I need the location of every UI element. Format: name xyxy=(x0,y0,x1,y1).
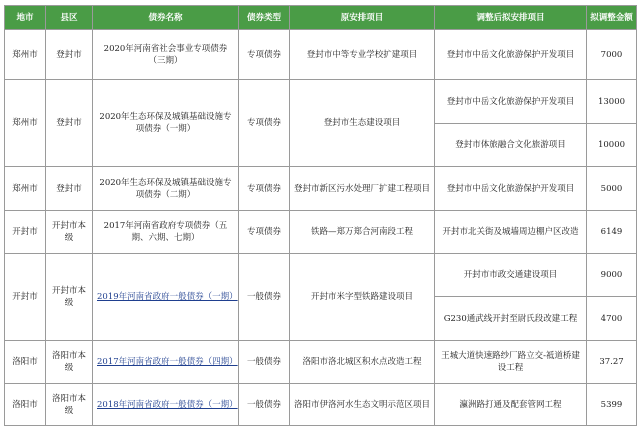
cell-bond-name: 2017年河南省政府专项债券（五期、六期、七期） xyxy=(93,211,239,254)
cell-original-project: 登封市生态建设项目 xyxy=(290,80,435,167)
cell-county: 洛阳市本级 xyxy=(46,341,93,384)
cell-original-project: 开封市米字型铁路建设项目 xyxy=(290,254,435,341)
table-row xyxy=(5,254,637,297)
cell-adjusted-project: 开封市北关街及城墙周边棚户区改造 xyxy=(435,211,587,254)
cell-bond-name: 2020年河南省社会事业专项债券（三期） xyxy=(93,30,239,80)
cell-adjusted-project: 开封市市政交通建设项目 xyxy=(435,254,587,297)
table-header-row xyxy=(5,6,637,30)
cell-original-project: 洛阳市伊洛河水生态文明示范区项目 xyxy=(290,384,435,426)
bond-adjustment-table-container xyxy=(4,5,636,426)
cell-bond-name xyxy=(93,254,239,341)
cell-bond-type: 一般债券 xyxy=(239,341,290,384)
cell-original-project: 洛阳市洛北城区积水点改造工程 xyxy=(290,341,435,384)
bond-name-link[interactable]: 2019年河南省政府一般债券（一期） xyxy=(97,292,238,302)
table-row xyxy=(5,30,637,80)
header-bond-type: 债券类型 xyxy=(239,6,290,30)
cell-county: 登封市 xyxy=(46,30,93,80)
cell-adjusted-project: 登封市体旅融合文化旅游项目 xyxy=(435,124,587,167)
cell-adjusted-project: 登封市中岳文化旅游保护开发项目 xyxy=(435,167,587,211)
cell-amount: 13000 xyxy=(587,80,637,124)
table-row xyxy=(5,384,637,426)
header-adjusted-project: 调整后拟安排项目 xyxy=(435,6,587,30)
cell-original-project: 铁路—郑万郑合河南段工程 xyxy=(290,211,435,254)
cell-city: 郑州市 xyxy=(5,30,46,80)
cell-bond-name xyxy=(93,341,239,384)
cell-amount: 5399 xyxy=(587,384,637,426)
cell-county: 开封市本级 xyxy=(46,254,93,341)
bond-adjustment-table xyxy=(4,5,637,426)
cell-adjusted-project: G230通武线开封至尉氏段改建工程 xyxy=(435,297,587,341)
cell-county: 登封市 xyxy=(46,80,93,167)
cell-adjusted-project: 登封市中岳文化旅游保护开发项目 xyxy=(435,80,587,124)
cell-amount: 10000 xyxy=(587,124,637,167)
cell-amount: 5000 xyxy=(587,167,637,211)
cell-bond-type: 一般债券 xyxy=(239,254,290,341)
cell-amount: 7000 xyxy=(587,30,637,80)
cell-amount: 9000 xyxy=(587,254,637,297)
cell-bond-type: 专项债券 xyxy=(239,167,290,211)
table-row xyxy=(5,341,637,384)
cell-amount: 6149 xyxy=(587,211,637,254)
cell-bond-type: 一般债券 xyxy=(239,384,290,426)
cell-bond-type: 专项债券 xyxy=(239,211,290,254)
cell-city: 郑州市 xyxy=(5,80,46,167)
cell-city: 开封市 xyxy=(5,211,46,254)
cell-adjusted-project: 瀛洲路打通及配套管网工程 xyxy=(435,384,587,426)
cell-amount: 4700 xyxy=(587,297,637,341)
cell-adjusted-project: 王城大道快速路纱厂路立交-祗道桥建设工程 xyxy=(435,341,587,384)
cell-county: 洛阳市本级 xyxy=(46,384,93,426)
cell-city: 洛阳市 xyxy=(5,341,46,384)
cell-bond-name xyxy=(93,384,239,426)
header-county: 县区 xyxy=(46,6,93,30)
cell-bond-name: 2020年生态环保及城镇基础设施专项债券（二期） xyxy=(93,167,239,211)
header-original-project: 原安排项目 xyxy=(290,6,435,30)
cell-city: 洛阳市 xyxy=(5,384,46,426)
cell-county: 开封市本级 xyxy=(46,211,93,254)
cell-county: 登封市 xyxy=(46,167,93,211)
table-row xyxy=(5,80,637,124)
cell-city: 郑州市 xyxy=(5,167,46,211)
cell-adjusted-project: 登封市中岳文化旅游保护开发项目 xyxy=(435,30,587,80)
cell-bond-type: 专项债券 xyxy=(239,30,290,80)
header-adjusted-amount: 拟调整金额 xyxy=(587,6,637,30)
table-row xyxy=(5,211,637,254)
cell-amount: 37.27 xyxy=(587,341,637,384)
cell-bond-type: 专项债券 xyxy=(239,80,290,167)
bond-name-link[interactable]: 2017年河南省政府一般债券（四期） xyxy=(97,357,238,367)
cell-original-project: 登封市新区污水处理厂扩建工程项目 xyxy=(290,167,435,211)
bond-name-link[interactable]: 2018年河南省政府一般债券（一期） xyxy=(97,399,238,410)
cell-bond-name: 2020年生态环保及城镇基础设施专项债券（一期） xyxy=(93,80,239,167)
header-city: 地市 xyxy=(5,6,46,30)
header-bond-name: 债券名称 xyxy=(93,6,239,30)
cell-city: 开封市 xyxy=(5,254,46,341)
cell-original-project: 登封市中等专业学校扩建项目 xyxy=(290,30,435,80)
table-row xyxy=(5,167,637,211)
